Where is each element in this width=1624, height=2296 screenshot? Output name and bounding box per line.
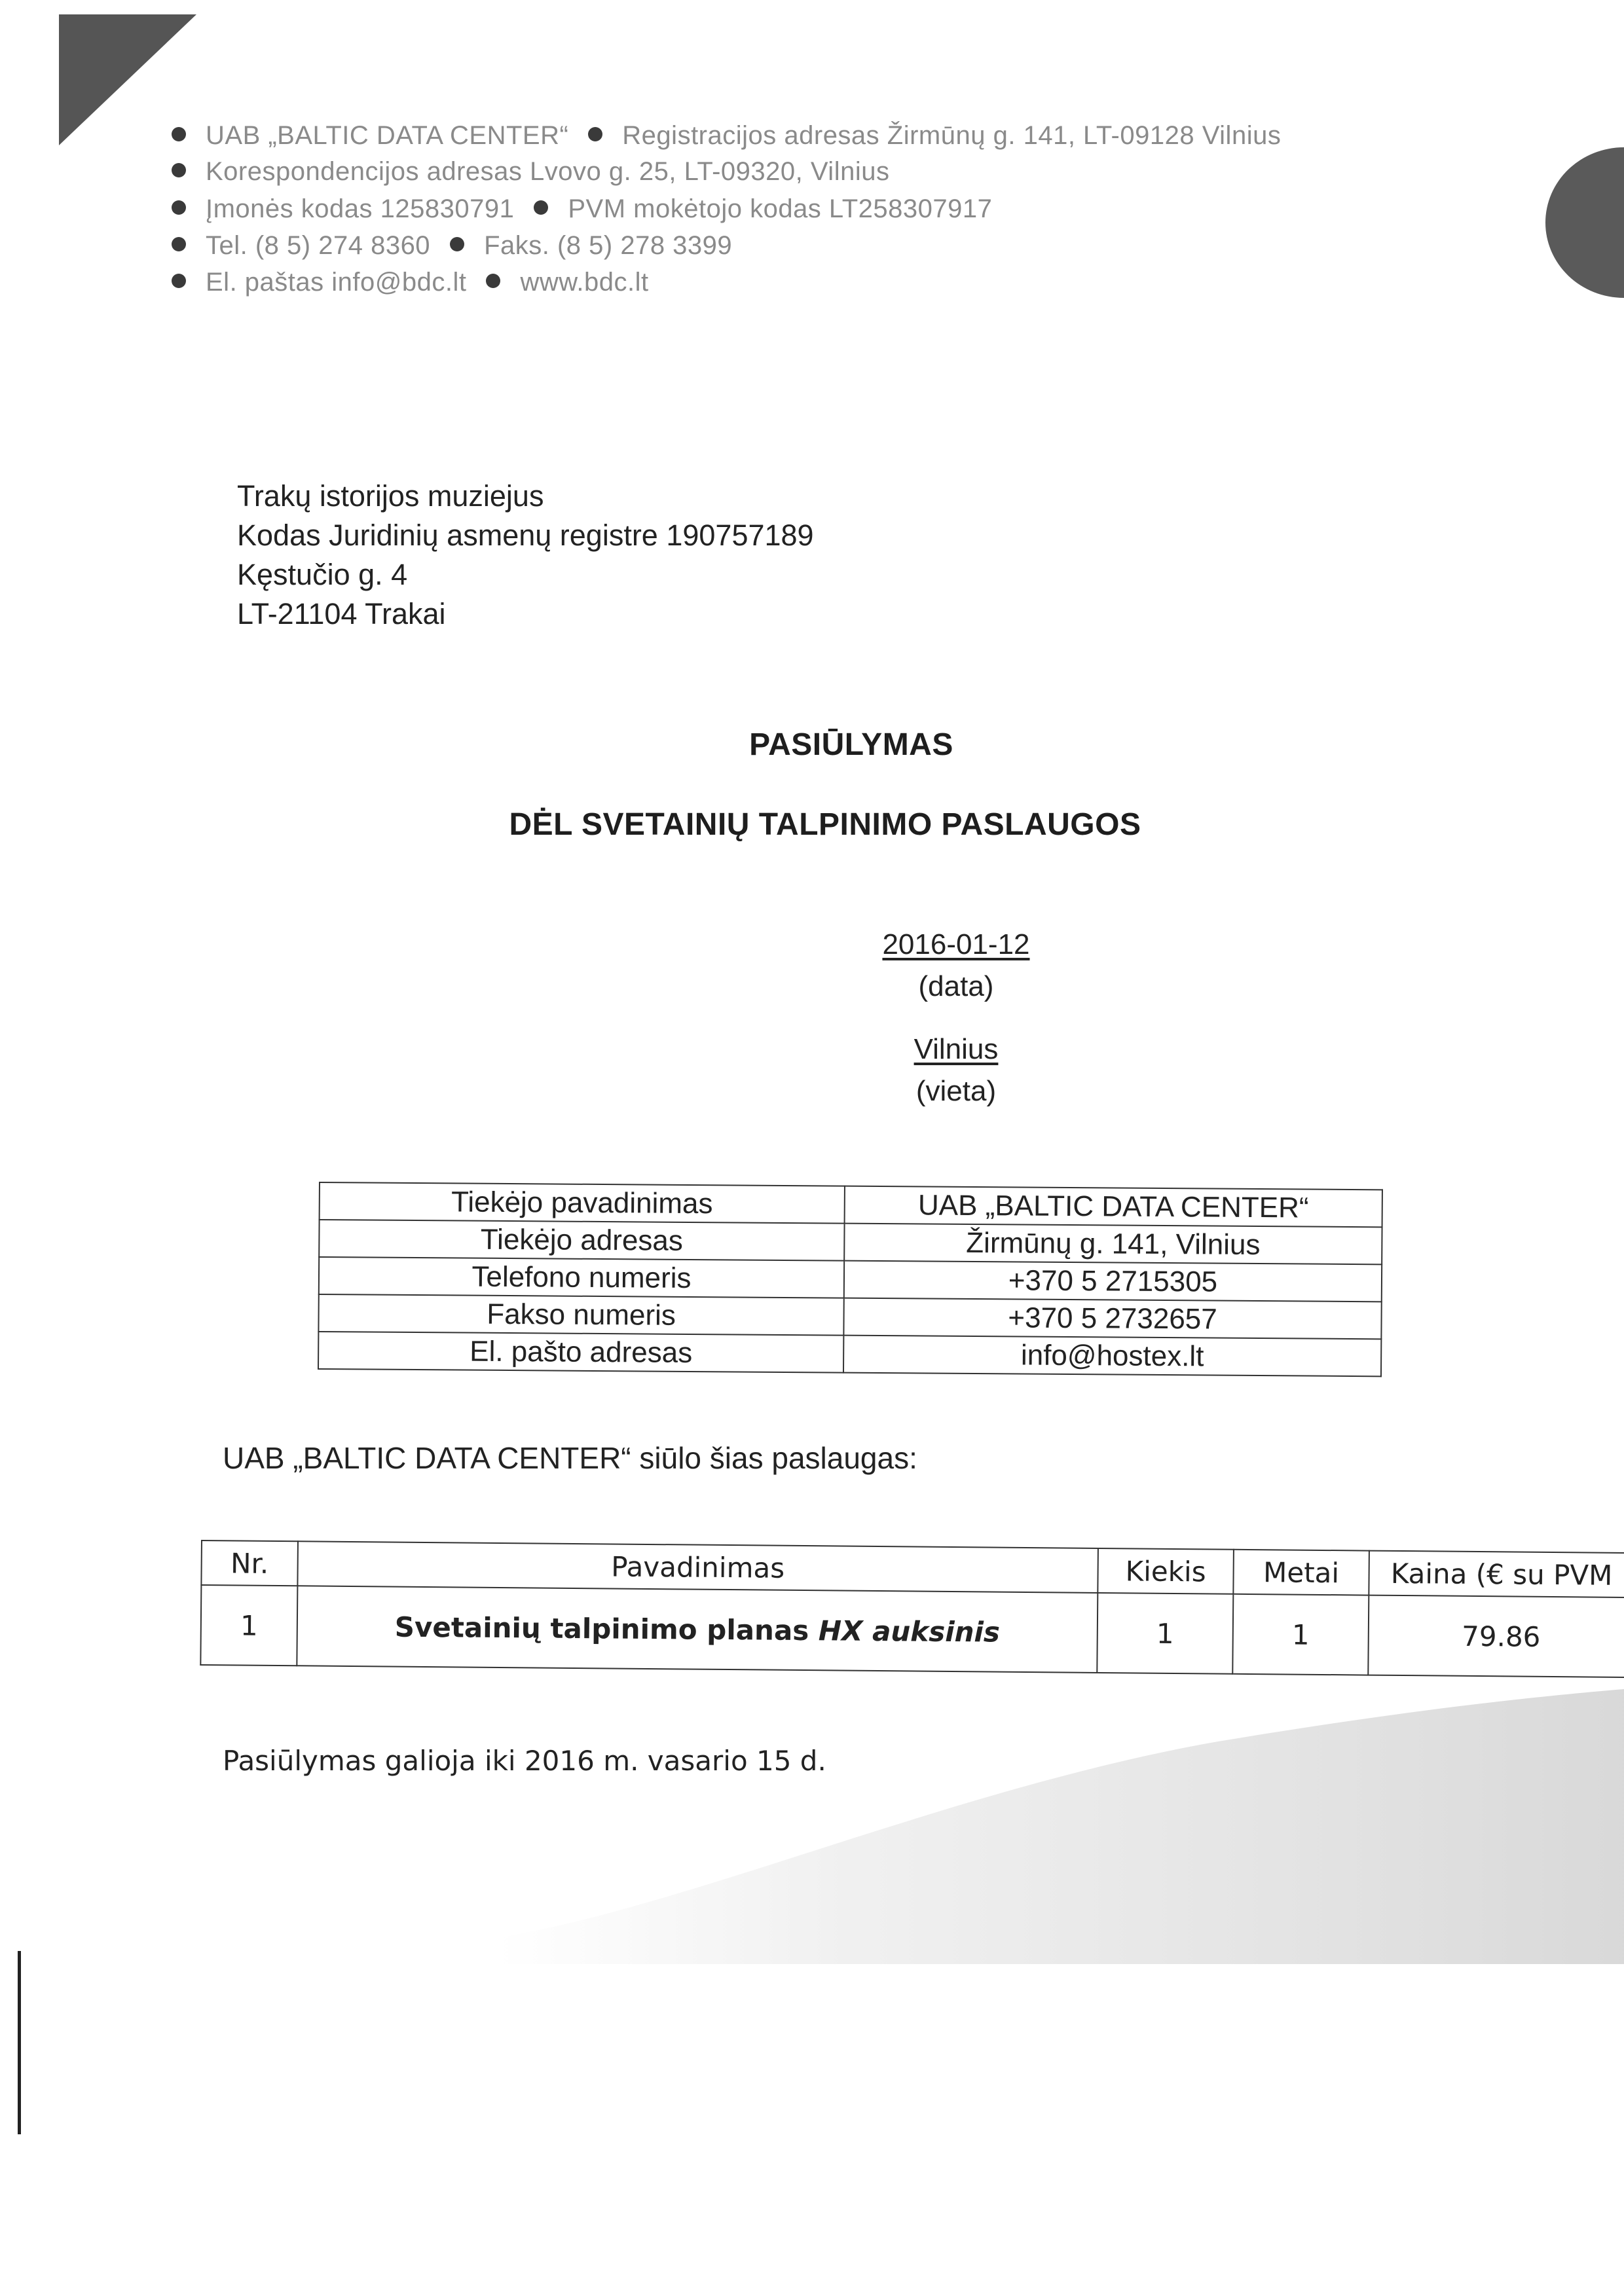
date-label: (data) xyxy=(918,970,994,1002)
place-value xyxy=(792,1033,1120,1066)
table-row xyxy=(200,1585,1624,1677)
table-row xyxy=(318,1332,1381,1376)
bullet-icon xyxy=(172,163,186,177)
bullet-icon xyxy=(172,237,186,251)
supplier-label: El. pašto adresas xyxy=(318,1332,843,1373)
header-qty: Kiekis xyxy=(1098,1548,1234,1594)
company-code: Įmonės kodas 125830791 xyxy=(206,194,515,223)
header-price-text: Kaina (€ su PVM xyxy=(1390,1557,1613,1592)
supplier-value: UAB „BALTIC DATA CENTER“ xyxy=(845,1186,1382,1228)
recipient-city: LT-21104 Trakai xyxy=(237,597,446,630)
header-years: Metai xyxy=(1233,1550,1369,1595)
row-nr: 1 xyxy=(200,1585,297,1666)
margin-line-mark xyxy=(16,1951,24,2134)
letterhead-line-2 xyxy=(172,157,889,187)
bullet-icon xyxy=(450,237,464,251)
round-scan-mark xyxy=(1493,147,1624,298)
registration-address: Registracijos adresas Žirmūnų g. 141, LT-09128 Vilnius xyxy=(622,121,1282,150)
bullet-icon xyxy=(172,127,186,141)
header-name: Pavadinimas xyxy=(297,1541,1098,1593)
row-name-plan: HX auksinis xyxy=(818,1614,1001,1649)
bullet-icon xyxy=(172,274,186,288)
bullet-icon xyxy=(588,127,602,141)
row-qty: 1 xyxy=(1097,1593,1233,1674)
bullet-icon xyxy=(486,274,500,288)
supplier-value: Žirmūnų g. 141, Vilnius xyxy=(844,1224,1382,1265)
email: El. paštas info@bdc.lt xyxy=(206,268,467,297)
letterhead-line-5 xyxy=(172,268,649,297)
supplier-value: info@hostex.lt xyxy=(843,1336,1381,1377)
phone: Tel. (8 5) 274 8360 xyxy=(206,231,431,260)
supplier-table xyxy=(318,1182,1383,1377)
supplier-value: +370 5 2732657 xyxy=(843,1298,1381,1339)
recipient-code: Kodas Juridinių asmenų registre 190757189 xyxy=(237,519,814,552)
scan-smudge xyxy=(498,1689,1624,1964)
supplier-value: +370 5 2715305 xyxy=(844,1261,1382,1302)
header-nr: Nr. xyxy=(201,1540,298,1586)
date-value xyxy=(792,928,1120,961)
services-intro: UAB „BALTIC DATA CENTER“ siūlo šias paslaugas: xyxy=(223,1441,917,1475)
bullet-icon xyxy=(172,200,186,215)
recipient-name: Trakų istorijos muziejus xyxy=(237,479,544,513)
correspondence-address: Korespondencijos adresas Lvovo g. 25, LT-09320, Vilnius xyxy=(206,157,890,186)
company-name: UAB „BALTIC DATA CENTER“ xyxy=(206,121,569,150)
header-price xyxy=(1369,1551,1624,1598)
vat-code: PVM mokėtojo kodas LT258307917 xyxy=(568,194,993,223)
row-years: 1 xyxy=(1232,1594,1369,1675)
supplier-label: Tiekėjo pavadinimas xyxy=(320,1182,845,1224)
document-subtitle: DĖL SVETAINIŲ TALPINIMO PASLAUGOS xyxy=(509,807,1141,842)
letterhead-line-1 xyxy=(172,121,1281,151)
document-title: PASIŪLYMAS xyxy=(749,727,953,762)
place-text: Vilnius xyxy=(913,1033,999,1065)
place-label: (vieta) xyxy=(915,1075,997,1107)
supplier-label: Tiekėjo adresas xyxy=(319,1220,844,1261)
bullet-icon xyxy=(534,200,548,215)
recipient-block xyxy=(237,477,814,634)
recipient-street: Kęstučio g. 4 xyxy=(237,558,408,591)
validity-note: Pasiūlymas galioja iki 2016 m. vasario 15 d. xyxy=(223,1745,826,1777)
row-price: 79.86 xyxy=(1368,1595,1624,1678)
letterhead-line-3 xyxy=(172,194,992,224)
supplier-label: Fakso numeris xyxy=(318,1294,843,1336)
date-text: 2016-01-12 xyxy=(882,928,1030,960)
row-name-text: Svetainių talpinimo planas xyxy=(394,1611,819,1647)
fax: Faks. (8 5) 278 3399 xyxy=(484,231,733,260)
row-name xyxy=(297,1586,1098,1673)
website: www.bdc.lt xyxy=(520,268,649,297)
letterhead-line-4 xyxy=(172,231,732,261)
services-table xyxy=(200,1540,1624,1678)
supplier-label: Telefono numeris xyxy=(319,1257,844,1298)
